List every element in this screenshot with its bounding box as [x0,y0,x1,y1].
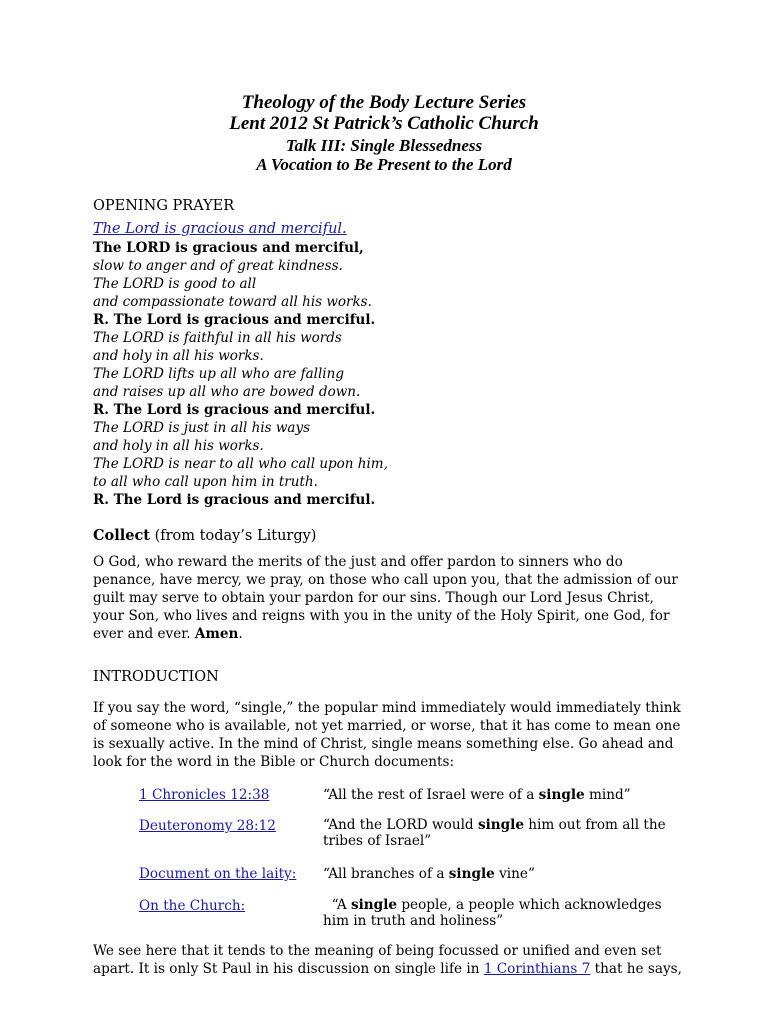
psalm-verse-line: and holy in all his works. [93,438,264,454]
psalm-verse-line: The LORD is good to all [93,276,257,292]
psalm-response-line: R. The Lord is gracious and merciful. [93,492,376,508]
quote-text: vine” [494,866,535,882]
quote-emphasis: single [350,897,398,913]
quote-text: tribes of Israel” [323,833,432,849]
collect-line: O God, who reward the merits of the just and offer pardon to sinners who do [93,554,623,570]
reference-quote [323,817,675,849]
quote-text: “And the LORD would [323,817,478,833]
closing-text: apart. It is only St Paul in his discussion on single life in [93,961,484,977]
quote-text: him out from all the [523,817,666,833]
quote-text: “All branches of a [323,866,449,882]
reference-quote [323,866,675,882]
collect-note: (from today’s Liturgy) [149,528,317,544]
reference-quote [323,787,675,803]
intro-line: is sexually active. In the mind of Christ, single means something else. Go ahead and [93,736,674,752]
series-title: Theology of the Body Lecture Series [241,92,527,113]
collect-line: your Son, who lives and reigns with you in the unity of the Holy Spirit, one God, for [93,608,670,624]
closing-paragraph [93,942,682,978]
psalm-verse-line: The LORD lifts up all who are falling [93,366,344,382]
collect-label: Collect [93,527,150,544]
collect-last-text: ever and ever. [93,626,195,642]
reference-link-chronicles[interactable]: 1 Chronicles 12:38 [139,787,270,803]
reference-link-laity[interactable]: Document on the laity: [139,866,297,882]
amen-period: . [238,626,243,642]
amen-text: Amen [194,626,239,642]
psalm-verse-line: The LORD is faithful in all his words [93,330,342,346]
opening-prayer-heading: OPENING PRAYER [93,198,235,214]
talk-title: Talk III: Single Blessedness [285,136,483,155]
collect-line: penance, have mercy, we pray, on those who call upon you, that the admission of our [93,572,678,588]
collect-heading [93,527,316,545]
reference-link-deuteronomy[interactable]: Deuteronomy 28:12 [139,818,276,834]
quote-text: mind” [584,787,631,803]
closing-text: that he says, [590,961,682,977]
introduction-paragraph [93,699,681,771]
talk-subtitle: A Vocation to Be Present to the Lord [256,155,512,174]
psalm-response-line: R. The Lord is gracious and merciful. [93,402,376,418]
psalm-verse-line: and raises up all who are bowed down. [93,384,361,400]
psalm-link[interactable]: The Lord is gracious and merciful. [93,221,347,237]
intro-line: If you say the word, “single,” the popular mind immediately would immediately think [93,700,681,716]
reference-link-church[interactable]: On the Church: [139,898,246,914]
psalm-verse-line: The LORD is just in all his ways [93,420,311,436]
psalm-verse-line: and holy in all his works. [93,348,264,364]
psalm-response-line: R. The Lord is gracious and merciful. [93,312,376,328]
collect-paragraph [93,553,678,643]
corinthians-link[interactable]: 1 Corinthians 7 [483,961,591,977]
intro-line: look for the word in the Bible or Church documents: [93,754,455,770]
quote-text: “All the rest of Israel were of a [323,787,539,803]
closing-line [93,960,682,978]
quote-emphasis: single [477,817,524,833]
quote-text: “A [323,897,351,913]
psalm-verses [93,239,388,509]
collect-line [93,625,675,643]
reference-quote [323,897,675,929]
quote-text: him in truth and holiness” [323,913,504,929]
introduction-heading: INTRODUCTION [93,669,219,685]
psalm-response-line: The LORD is gracious and merciful, [93,240,364,256]
event-title: Lent 2012 St Patrick’s Catholic Church [229,113,539,134]
quote-emphasis: single [538,787,585,803]
quote-text: people, a people which acknowledges [397,897,662,913]
psalm-verse-line: to all who call upon him in truth. [93,474,318,490]
collect-line: guilt may serve to obtain your pardon for our sins. Though our Lord Jesus Christ, [93,590,654,606]
psalm-verse-line: The LORD is near to all who call upon him, [93,456,388,472]
psalm-verse-line: slow to anger and of great kindness. [93,258,343,274]
quote-emphasis: single [448,866,495,882]
psalm-verse-line: and compassionate toward all his works. [93,294,372,310]
closing-line: We see here that it tends to the meaning of being focussed or unified and even set [93,943,662,959]
intro-line: of someone who is available, not yet married, or worse, that it has come to mean one [93,718,681,734]
